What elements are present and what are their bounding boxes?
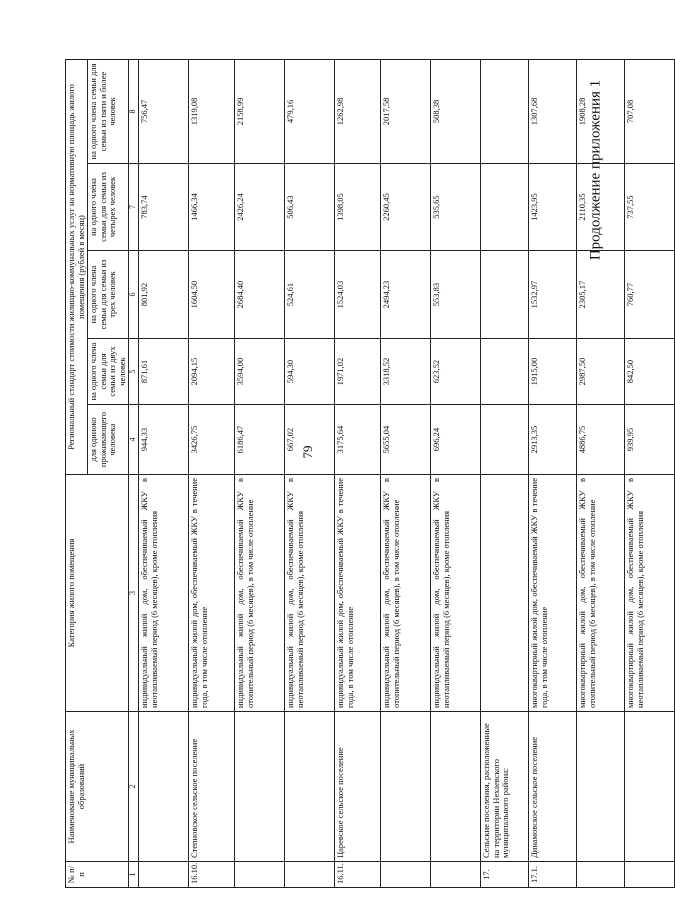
standard-value: 2110,35 [577, 164, 625, 251]
standard-value: 707,08 [625, 59, 675, 163]
row-number: 17.1. [529, 862, 577, 888]
standard-value: 1319,08 [189, 59, 235, 163]
row-number [625, 862, 675, 888]
housing-category: индивидуальный жилой дом, обеспечиваемый ЖКУ в отопительный период (6 месяцев), в том числе отопление [235, 475, 285, 712]
table-row [431, 59, 481, 887]
housing-category: индивидуальный жилой дом, обеспечиваемый ЖКУ в неотапливаемый период (6 месяцев), кроме отопления [139, 475, 189, 712]
standard-value: 4886,75 [577, 405, 625, 475]
standard-value: 479,16 [285, 59, 335, 163]
standard-value: 783,74 [139, 164, 189, 251]
standard-value: 737,55 [625, 164, 675, 251]
standard-value: 6186,47 [235, 405, 285, 475]
table-row [625, 59, 675, 887]
housing-category [481, 475, 529, 712]
municipality-name [577, 712, 625, 862]
standard-value: 524,61 [285, 251, 335, 339]
table-row [189, 59, 235, 887]
housing-category: индивидуальный жилой дом, обеспечиваемый ЖКУ в отопительный период (6 месяцев), в том числе отопление [381, 475, 431, 712]
standard-value: 535,65 [431, 164, 481, 251]
housing-category: индивидуальный жилой дом, обеспечиваемый ЖКУ в неотапливаемый период (6 месяцев), кроме отопления [431, 475, 481, 712]
row-number: 17. [481, 862, 529, 888]
col-index: 2 [129, 712, 139, 862]
header-standard: Региональный стандарт стоимости жилищно-коммунальных услуг на нормативную площадь жилого помещения (рублей в месяц) [66, 59, 88, 474]
municipality-name [285, 712, 335, 862]
standard-value [481, 59, 529, 163]
standard-value: 760,77 [625, 251, 675, 339]
housing-category: многоквартирный жилой дом, обеспечиваемый ЖКУ в неотапливаемый период (6 месяцев), кроме отопления [625, 475, 675, 712]
municipality-name [625, 712, 675, 862]
standard-value: 2158,99 [235, 59, 285, 163]
standard-value: 944,33 [139, 405, 189, 475]
housing-category: многоквартирный жилой дом, обеспечиваемый ЖКУ в отопительный период (6 месяцев), в том числе отопление [577, 475, 625, 712]
standard-value: 1398,05 [335, 164, 381, 251]
standard-value: 1604,50 [189, 251, 235, 339]
table-row [285, 59, 335, 887]
col-index: 4 [129, 405, 139, 475]
standard-value: 696,24 [431, 405, 481, 475]
standard-value: 2305,17 [577, 251, 625, 339]
header-sub-1: для одиноко проживающего человека [88, 405, 129, 475]
standard-value [481, 339, 529, 405]
table-row [381, 59, 431, 887]
standard-value: 506,43 [285, 164, 335, 251]
table-row [139, 59, 189, 887]
row-number [285, 862, 335, 888]
table-row [335, 59, 381, 887]
header-sub-4: на одного члена семьи для семьи из четырех человек [88, 164, 129, 251]
standard-value: 939,95 [625, 405, 675, 475]
col-index: 6 [129, 251, 139, 339]
standard-value: 3175,64 [335, 405, 381, 475]
standard-value: 5655,04 [381, 405, 431, 475]
standard-value: 2494,23 [381, 251, 431, 339]
header-sub-3: на одного члена семьи для семьи из трех человек [88, 251, 129, 339]
standard-value: 1423,95 [529, 164, 577, 251]
col-index: 8 [129, 59, 139, 163]
page-number: 79 [300, 445, 315, 459]
standard-value [481, 405, 529, 475]
header-name: Наименование муниципальных образований [66, 712, 129, 862]
standard-value: 756,47 [139, 59, 189, 163]
standard-value: 1466,34 [189, 164, 235, 251]
row-number: 16.11. [335, 862, 381, 888]
standard-value: 623,52 [431, 339, 481, 405]
header-sub-2: на одного члена семьи для семьи из двух человек [88, 339, 129, 405]
municipality-name: Степновское сельское поселение [189, 712, 235, 862]
row-number [381, 862, 431, 888]
appendix-label: Продолжение приложения 1 [587, 79, 604, 261]
housing-category: индивидуальный жилой дом, обеспечиваемый ЖКУ в течение года, в том числе отопление [335, 475, 381, 712]
standard-value: 2260,45 [381, 164, 431, 251]
standard-value: 553,83 [431, 251, 481, 339]
row-number [577, 862, 625, 888]
row-number [431, 862, 481, 888]
standard-value: 2987,50 [577, 339, 625, 405]
standard-value: 2017,58 [381, 59, 431, 163]
standard-value: 2094,15 [189, 339, 235, 405]
column-index-row [129, 59, 139, 887]
standard-value: 2913,35 [529, 405, 577, 475]
row-number: 16.10. [189, 862, 235, 888]
standard-value: 842,50 [625, 339, 675, 405]
tariff-table [65, 59, 675, 888]
standard-value: 2426,24 [235, 164, 285, 251]
municipality-name [139, 712, 189, 862]
table-row [577, 59, 625, 887]
municipality-name [431, 712, 481, 862]
standard-value: 1524,03 [335, 251, 381, 339]
standard-value: 1532,97 [529, 251, 577, 339]
standard-value: 667,02 [285, 405, 335, 475]
municipality-name: Динамовское сельское поселение [529, 712, 577, 862]
standard-value: 508,38 [431, 59, 481, 163]
municipality-name: Царевское сельское поселение [335, 712, 381, 862]
col-index: 7 [129, 164, 139, 251]
col-index: 1 [129, 862, 139, 888]
header-category: Категория жилого помещения [66, 475, 129, 712]
col-index: 5 [129, 339, 139, 405]
standard-value: 1908,28 [577, 59, 625, 163]
standard-value: 1307,68 [529, 59, 577, 163]
municipality-name [381, 712, 431, 862]
standard-value [481, 251, 529, 339]
standard-value: 3426,75 [189, 405, 235, 475]
standard-value: 1262,98 [335, 59, 381, 163]
table-row [529, 59, 577, 887]
standard-value: 594,30 [285, 339, 335, 405]
table-row [235, 59, 285, 887]
standard-value: 1915,00 [529, 339, 577, 405]
municipality-name: Сельские поселения, расположенные на территории Нехаевского муниципального района: [481, 712, 529, 862]
housing-category: многоквартирный жилой дом, обеспечиваемый ЖКУ в течение года, в том числе отопление [529, 475, 577, 712]
standard-value: 3318,52 [381, 339, 431, 405]
table-body [139, 59, 675, 887]
col-index: 3 [129, 475, 139, 712]
standard-value: 801,92 [139, 251, 189, 339]
standard-value: 2684,40 [235, 251, 285, 339]
standard-value: 1971,02 [335, 339, 381, 405]
row-number [139, 862, 189, 888]
header-num: № п/п [66, 862, 129, 888]
standard-value: 871,61 [139, 339, 189, 405]
municipality-name [235, 712, 285, 862]
housing-category: индивидуальный жилой дом, обеспечиваемый ЖКУ в течение года, в том числе отопление [189, 475, 235, 712]
row-number [235, 862, 285, 888]
standard-value [481, 164, 529, 251]
housing-category: индивидуальный жилой дом, обеспечиваемый ЖКУ в неотапливаемый период (6 месяцев), кроме отопления [285, 475, 335, 712]
header-sub-5: на одного члена семьи для семьи из пяти и более человек [88, 59, 129, 163]
table-row [481, 59, 529, 887]
standard-value: 3594,00 [235, 339, 285, 405]
